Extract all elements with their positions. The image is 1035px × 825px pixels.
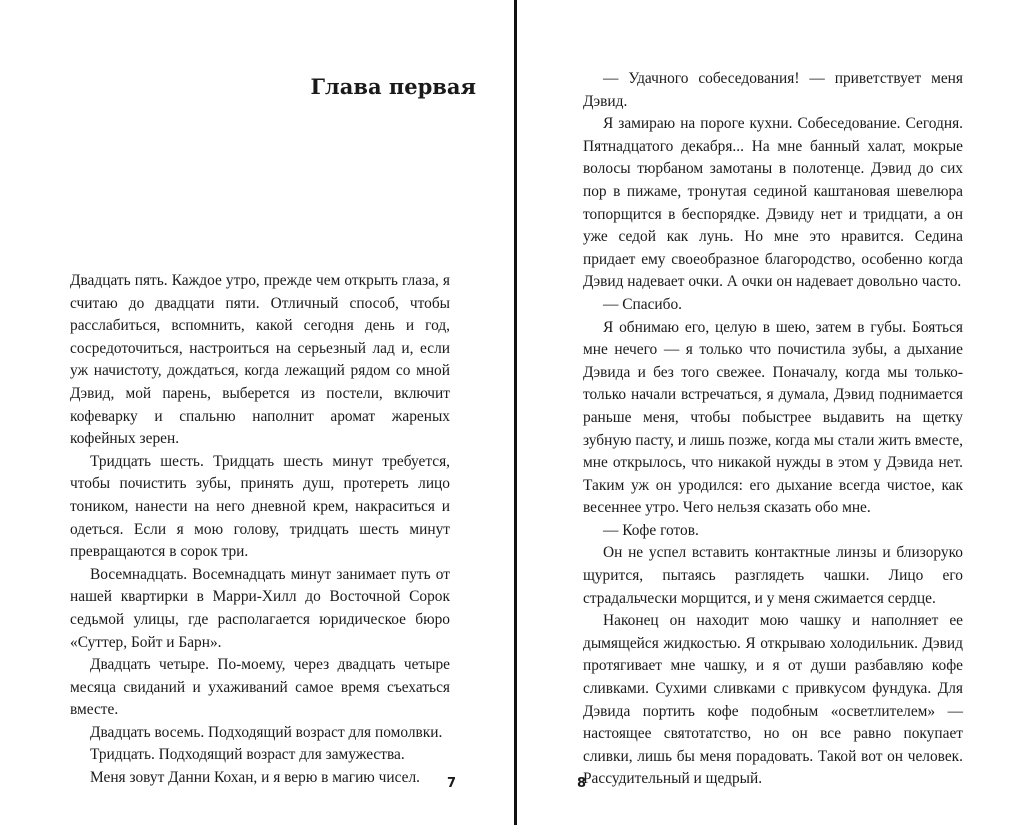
paragraph: — Спасибо. [603, 295, 683, 313]
paragraph: — Кофе готов. [603, 521, 699, 539]
paragraph: Меня зовут Данни Кохан, и я верю в магию чисел. [90, 769, 421, 787]
paragraph: Восемнадцать. Восемнадцать минут занимает путь от нашей квартирки в Марри-Хилл до Восточной Сорок седьмой улицы, где располагается юридическое бюро «Суттер, Бойт и Барн». [70, 565, 450, 651]
page-number: 7 [447, 776, 457, 791]
right-page-text [583, 68, 963, 791]
page-number: 8 [577, 776, 587, 791]
paragraph: Двадцать четыре. По-моему, через двадцать четыре месяца свиданий и ухаживаний самое время съехаться вместе. [70, 656, 450, 719]
paragraph: Двадцать пять. Каждое утро, прежде чем открыть глаза, я считаю до двадцати пяти. Отличный способ, чтобы расслабиться, вспомнить, какой сегодня день и год, сосредоточиться, настроиться на серьезный лад и, если уж начистоту, дождаться, когда лежащий рядом со мной Дэвид, мой парень, выберется из постели, включит кофеварку и спальню наполнит аромат жареных кофейных зерен. [70, 272, 450, 448]
paragraph: Я обнимаю его, целую в шею, затем в губы. Бояться мне нечего — я только что почистила зубы, а дыхание Дэвида и без того свежее. Поначалу, когда мы только-только начали встречаться, я думала, Дэвид поднимается раньше меня, чтобы побыстрее выдавить на щетку зубную пасту, и лишь позже, когда мы стали жить вместе, мне открылось, что никакой нужды в этом у Дэвида нет. Таким уж он уродился: его дыхание всегда чистое, как весеннее утро. Чего нельзя сказать обо мне. [583, 318, 963, 517]
paragraph: — Удачного собеседования! — приветствует меня Дэвид. [583, 70, 963, 110]
chapter-title: Глава первая [310, 74, 476, 99]
paragraph: Тридцать. Подходящий возраст для замужества. [90, 746, 405, 764]
left-page-text [70, 270, 450, 790]
left-page [0, 0, 516, 825]
book-spine-divider [514, 0, 517, 825]
paragraph: Он не успел вставить контактные линзы и близоруко щурится, пытаясь разглядеть чашки. Лицо его страдальчески морщится, и у меня сжимается сердце. [583, 544, 963, 607]
paragraph: Наконец он находит мою чашку и наполняет ее дымящейся жидкостью. Я открываю холодильник. Дэвид протягивает мне чашку, и я от души разбавляю кофе сливками. Сухими сливками с привкусом фундука. Для Дэвида портить кофе подобным «осветлителем» — настоящее святотатство, но он все равно покупает сливки, лишь бы меня порадовать. Такой вот он человек. Рассудительный и щедрый. [583, 612, 963, 788]
paragraph: Тридцать шесть. Тридцать шесть минут требуется, чтобы почистить зубы, принять душ, протереть лицо тоником, нанести на него дневной крем, накраситься и одеться. Если я мою голову, тридцать шесть минут превращаются в сорок три. [70, 452, 450, 561]
right-page [520, 0, 1035, 825]
paragraph: Двадцать восемь. Подходящий возраст для помолвки. [90, 723, 443, 741]
paragraph: Я замираю на пороге кухни. Собеседование. Сегодня. Пятнадцатого декабря... На мне банный халат, мокрые волосы тюрбаном замотаны в полотенце. Дэвид до сих пор в пижаме, тронутая сединой каштановая шевелюра топорщится в беспорядке. Дэвиду нет и тридцати, а он уже седой как лунь. Но мне это нравится. Седина придает ему своеобразное благородство, особенно когда Дэвид надевает очки. А очки он надевает довольно часто. [583, 115, 963, 291]
